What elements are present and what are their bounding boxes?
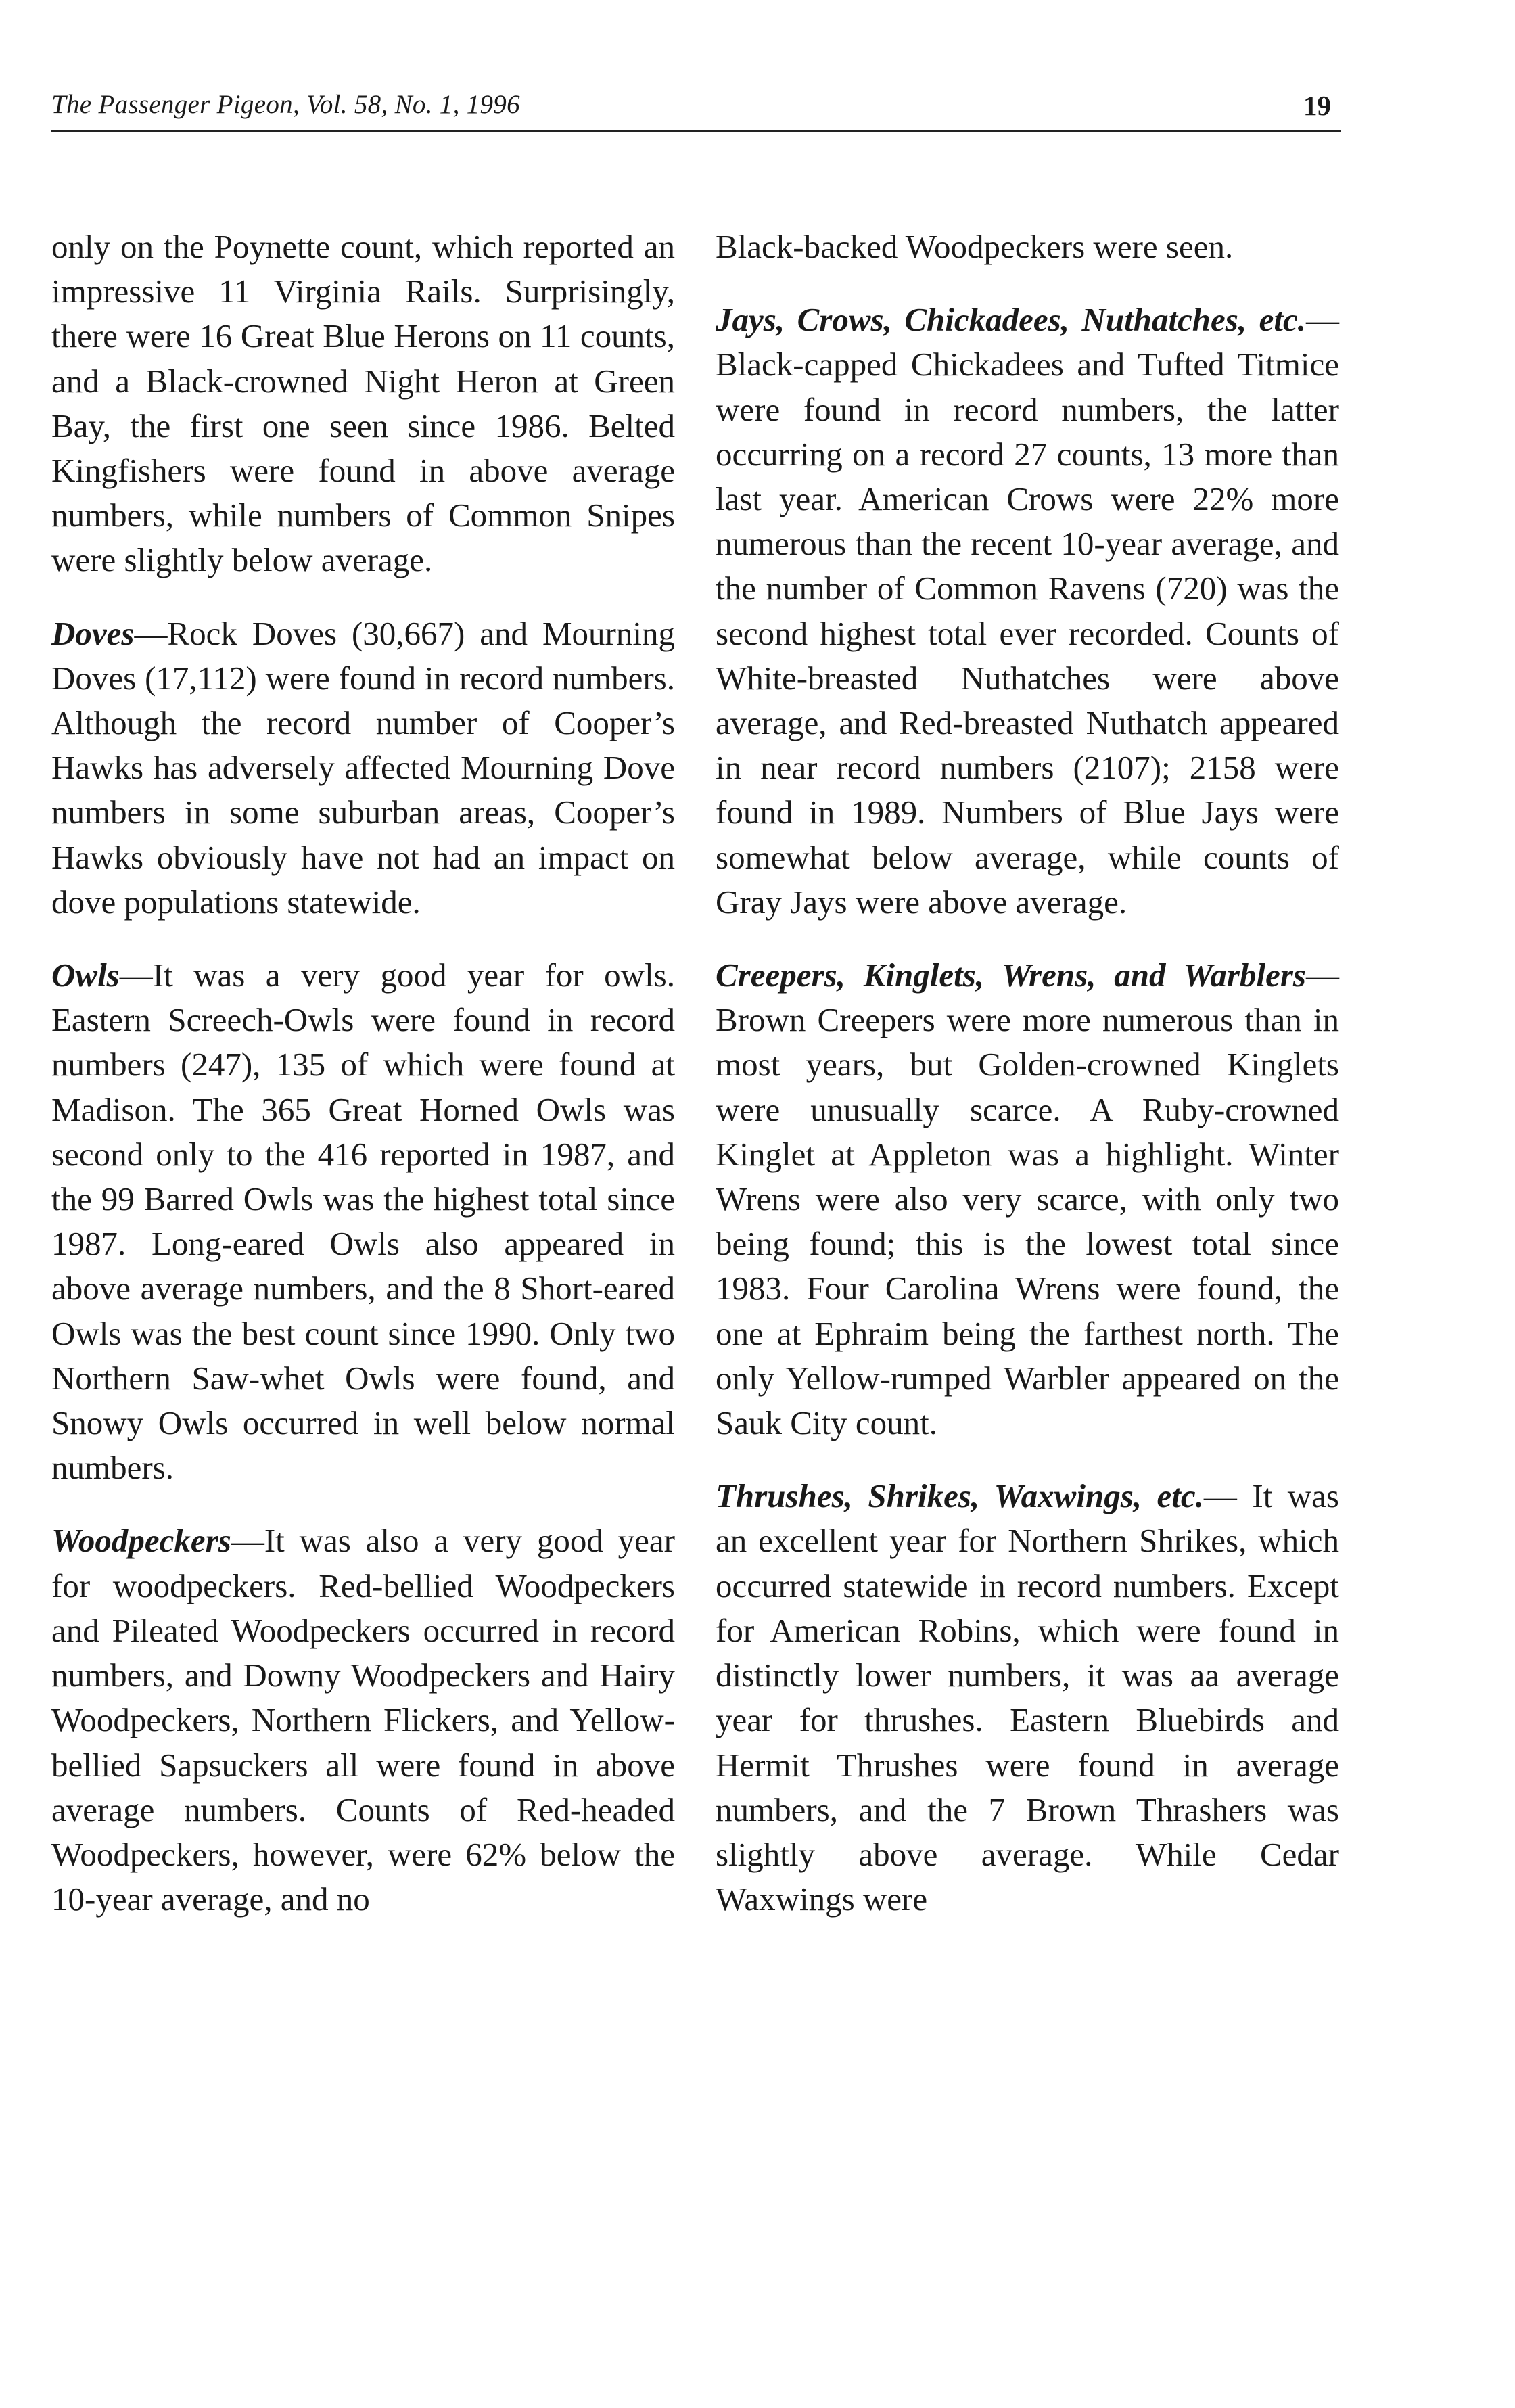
section-heading-doves: Doves: [51, 614, 135, 652]
paragraph-continuation: [51, 225, 675, 583]
paragraph-text: only on the Poynette count, which reported an impressive 11 Virginia Rails. Surprisingly, there were 16 Great Blue Herons on 11 counts, and a Black-crowned Night Heron at Green Bay, the first one seen since 1986. Belted Kingfishers were found in above average numbers, while numbers of Common Snipes were slightly below average.: [51, 228, 675, 579]
journal-citation: The Passenger Pigeon, Vol. 58, No. 1, 1996: [51, 90, 520, 119]
section-heading-creepers-kinglets: Creepers, Kinglets, Wrens, and Warblers: [716, 956, 1306, 994]
paragraph-text: —It was a very good year for owls. Eastern Screech-Owls were found in record numbers (247), 135 of which were found at Madison. The 365 Great Horned Owls was second only to the 416 reported in 1987, and the 99 Barred Owls was the highest total since 1987. Long-eared Owls also appeared in above average numbers, and the 8 Short-eared Owls was the best count since 1990. Only two Northern Saw-whet Owls were found, and Snowy Owls occurred in well below normal numbers.: [51, 956, 675, 1487]
paragraph-text: Black-backed Woodpeckers were seen.: [716, 228, 1234, 265]
page-number: 19: [1303, 90, 1331, 121]
paragraph-continuation: [716, 225, 1339, 269]
section-heading-owls: Owls: [51, 956, 120, 994]
section-heading-jays-crows: Jays, Crows, Chickadees, Nuthatches, etc.: [716, 301, 1306, 339]
paragraph-creepers-kinglets: [716, 953, 1339, 1445]
paragraph-thrushes-shrikes: [716, 1474, 1339, 1922]
left-column: [51, 225, 675, 1950]
paragraph-woodpeckers: [51, 1519, 675, 1922]
paragraph-owls: [51, 953, 675, 1490]
paragraph-text: —It was also a very good year for woodpeckers. Red-bellied Woodpeckers and Pileated Woodpeckers occurred in record numbers, and Downy Woodpeckers and Hairy Woodpeckers, Northern Flickers, and Yellow-bellied Sapsuckers all were found in above average numbers. Counts of Red-headed Woodpeckers, however, were 62% below the 10-year average, and no: [51, 1522, 675, 1918]
paragraph-text: —Brown Creepers were more numerous than in most years, but Golden-crowned Kinglets were unusually scarce. A Ruby-crowned Kinglet at Appleton was a highlight. Winter Wrens were also very scarce, with only two being found; this is the lowest total since 1983. Four Carolina Wrens were found, the one at Ephraim being the farthest north. The only Yellow-rumped Warbler appeared on the Sauk City count.: [716, 956, 1339, 1442]
section-heading-woodpeckers: Woodpeckers: [51, 1522, 231, 1560]
paragraph-text: —Rock Doves (30,667) and Mourning Doves (17,112) were found in record numbers. Although the record number of Cooper’s Hawks has adversely affected Mourning Dove numbers in some suburban areas, Cooper’s Hawks obviously have not had an impact on dove populations statewide.: [51, 614, 675, 921]
section-heading-thrushes-shrikes: Thrushes, Shrikes, Waxwings, etc.: [716, 1477, 1204, 1515]
paragraph-text: — It was an excellent year for Northern Shrikes, which occurred statewide in record numbers. Except for American Robins, which were found in distinctly lower numbers, it was aa average year for thrushes. Eastern Bluebirds and Hermit Thrushes were found in average numbers, and the 7 Brown Thrashers was slightly above average. While Cedar Waxwings were: [716, 1477, 1340, 1918]
paragraph-text: —Black-capped Chickadees and Tufted Titmice were found in record numbers, the latter occurring on a record 27 counts, 13 more than last year. American Crows were 22% more numerous than the recent 10-year average, and the number of Common Ravens (720) was the second highest total ever recorded. Counts of White-breasted Nuthatches were above average, and Red-breasted Nuthatch appeared in near record numbers (2107); 2158 were found in 1989. Numbers of Blue Jays were somewhat below average, while counts of Gray Jays were above average.: [716, 301, 1339, 921]
paragraph-doves: [51, 611, 675, 925]
running-header: [51, 87, 1341, 132]
paragraph-jays-crows: [716, 298, 1339, 925]
right-column: [716, 225, 1339, 1950]
